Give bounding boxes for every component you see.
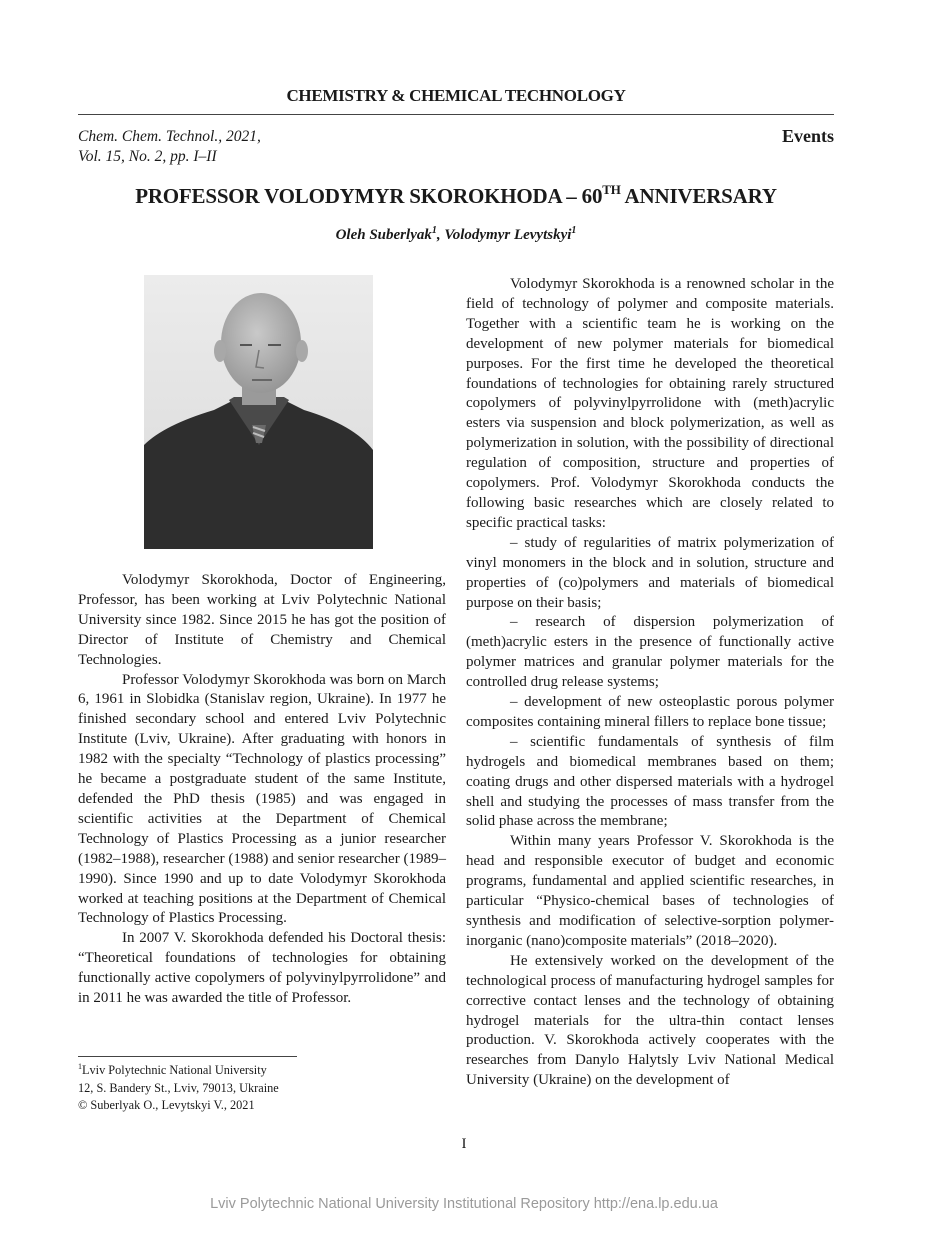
title-main: PROFESSOR VOLODYMYR SKOROKHODA – 60: [135, 184, 603, 208]
footnote-affiliation: [78, 1062, 279, 1080]
author-name: Volodymyr Levytskyi: [444, 227, 572, 243]
footnote-address: 12, S. Bandery St., Lviv, 79013, Ukraine: [78, 1080, 279, 1095]
body-paragraph: In 2007 V. Skorokhoda defended his Doctoral thesis: “Theoretical foundations of technologies for obtaining functionally active copolymers of polyvinylpyrrolidone” and in 2011 he was awarded the title of Professor.: [78, 930, 446, 1007]
body-paragraph: He extensively worked on the development of the technological process of manufacturing hydrogel samples for corrective contact lenses and the technology of obtaining hydrogel materials for the ultra-thin contact lenses production. V. Skorokhoda actively cooperates with the researches from Danylo Halytsly Lviv National Medical University (Ukraine) on the development of: [466, 952, 834, 1089]
citation-line-2: Vol. 15, No. 2, pp. I–II: [78, 148, 217, 165]
footnote-marker: 1: [78, 1062, 82, 1071]
author-name: Oleh Suberlyak: [335, 227, 432, 243]
research-list-item: – study of regularities of matrix polymerization of vinyl monomers in the block and in solution, structure and properties of (co)polymers and materials of biomedical purpose on their basis;: [466, 534, 834, 611]
section-label: Events: [781, 126, 834, 146]
repository-footer: Lviv Polytechnic National University Institutional Repository http://ena.lp.edu.ua: [210, 1196, 718, 1212]
author-list: [78, 227, 834, 244]
portrait-photo: [144, 275, 373, 549]
left-column-body: [78, 571, 446, 1009]
footnote-institution: Lviv Polytechnic National University: [82, 1063, 267, 1077]
body-paragraph: Within many years Professor V. Skorokhoda is the head and responsible executor of budget and economic programs, fundamental and applied scientific researches, in particular “Physico-chemical bases of technologies of synthesis and modification of selective-sorption polymer-inorganic (nano)composite materials” (2018–2020).: [466, 833, 834, 949]
title-superscript: TH: [602, 182, 621, 197]
body-paragraph: Professor Volodymyr Skorokhoda was born on March 6, 1961 in Slobidka (Stanislav region, Ukraine). In 1977 he finished secondary school and entered Lviv Polytechnic Institute (Lviv, Ukraine). After graduating with honors in 1982 with the specialty “Technology of plastics processing” he became a postgraduate student of the same Institute, defended the PhD thesis (1985) and was engaged in scientific activities at the Department of Chemical Technology of Plastics Processing as a junior researcher (1982–1988), researcher (1988) and senior researcher (1989–1990). Since 1990 and up to date Volodymyr Skorokhoda worked at teaching positions at the Department of Chemical Technology of Plastics Processing.: [78, 671, 446, 927]
journal-name-header: CHEMISTRY & CHEMICAL TECHNOLOGY: [286, 86, 626, 105]
header-divider: [78, 114, 834, 115]
page-number: I: [461, 1136, 467, 1152]
author-separator: ,: [436, 227, 445, 243]
affiliation-marker: 1: [431, 225, 437, 236]
affiliation-marker: 1: [571, 225, 577, 236]
portrait-illustration: [144, 275, 373, 549]
research-list-item: – research of dispersion polymerization of (meth)acrylic esters in the presence of functionally active polymer matrices and granular polymer materials for the controlled drug release systems;: [466, 614, 834, 691]
citation-block: [78, 127, 261, 167]
research-list-item: – scientific fundamentals of synthesis of film hydrogels and biomedical membranes based on them; coating drugs and other dispersed materials with a hydrogel shell and studying the processes of mass transfer from the solid phase across the membrane;: [466, 733, 834, 830]
footnote: [78, 1062, 279, 1115]
footnote-divider: [78, 1056, 297, 1057]
title-end: ANNIVERSARY: [620, 184, 777, 208]
right-column-body: [466, 275, 834, 1091]
citation-line-1: Chem. Chem. Technol., 2021,: [78, 128, 261, 145]
body-paragraph: Volodymyr Skorokhoda is a renowned scholar in the field of technology of polymer and composite materials. Together with a scientific team he is working on the development of new polymer materials for biomedical purposes. For the first time he developed the theoretical foundations of technologies for obtaining rarely structured copolymers of polyvinylpyrrolidone with (meth)acrylic esters via suspension and block polymerization, as well as polymerization in solution, with the possibility of directional regulation of composition, structure and properties of copolymers. Prof. Volodymyr Skorokhoda conducts the following basic researches which are closely related to specific practical tasks:: [466, 276, 834, 531]
research-list-item: – development of new osteoplastic porous polymer composites containing mineral fillers to replace bone tissue;: [466, 694, 834, 730]
article-title: [78, 184, 834, 209]
footnote-copyright: © Suberlyak O., Levytskyi V., 2021: [78, 1098, 255, 1112]
body-paragraph: Volodymyr Skorokhoda, Doctor of Engineering, Professor, has been working at Lviv Polytechnic National University since 1982. Since 2015 he has got the position of Director of Institute of Chemistry and Chemical Technologies.: [78, 572, 446, 668]
